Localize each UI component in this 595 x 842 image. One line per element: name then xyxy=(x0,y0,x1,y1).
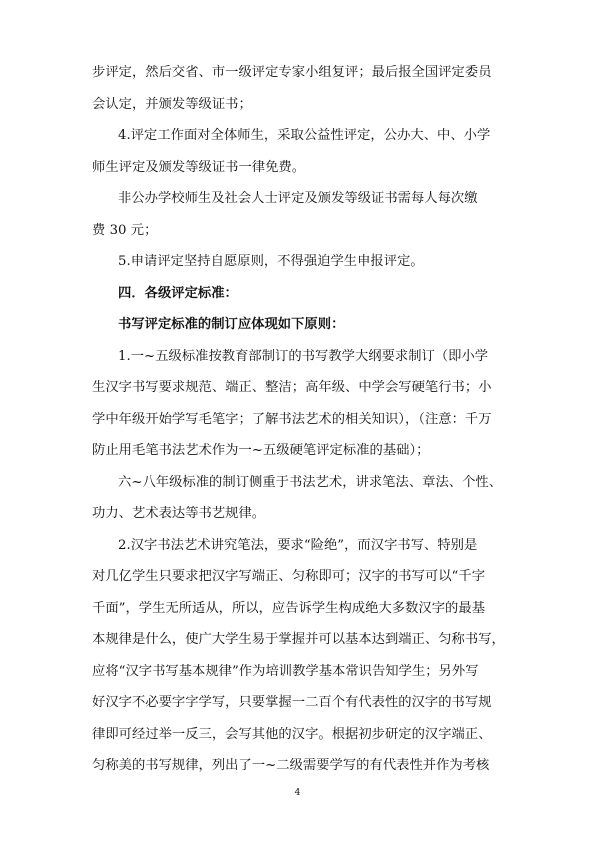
paragraph-line: 非公办学校师生及社会人士评定及颁发等级证书需每人每次缴 xyxy=(118,191,478,206)
page-number: 4 xyxy=(294,788,301,798)
paragraph-line: 学中年级开始学写毛笔字；了解书法艺术的相关知识），（注意：千万 xyxy=(92,411,492,427)
paragraph-line: 对几亿学生只要求把汉字写端正、匀称即可；汉字的书写可以“千字 xyxy=(92,569,486,584)
paragraph-line: 2.汉字书法艺术讲究笔法，要求“险绝”，而汉字书写、特别是 xyxy=(118,537,478,553)
paragraph-line: 5.申请评定坚持自愿原则，不得强迫学生申报评定。 xyxy=(118,254,424,269)
section-heading-line: 四．各级评定标准： xyxy=(118,285,238,301)
paragraph-line: 功力、艺术表达等书艺规律。 xyxy=(92,506,266,521)
paragraph-line: 好汉字不必要字字学写，只要掌握一二百个有代表性的汉字的书写规 xyxy=(92,695,492,710)
paragraph-line: 应将“汉字书写基本规律”作为培训教学基本常识告知学生；另外写 xyxy=(92,663,479,679)
paragraph-line: 律即可经过举一反三，会写其他的汉字。根据初步研定的汉字端正、 xyxy=(92,726,492,742)
paragraph-line: 防止用毛笔书法艺术作为一~五级硬笔评定标准的基础）； xyxy=(92,443,430,458)
paragraph-line: 会认定，并颁发等级证书； xyxy=(92,96,252,112)
paragraph-line: 1.一~五级标准按教育部制订的书写教学大纲要求制订（即小学 xyxy=(118,348,489,364)
document-body xyxy=(92,62,504,787)
paragraph-line: 费 30 元； xyxy=(92,222,158,238)
paragraph-line: 师生评定及颁发等级证书一律免费。 xyxy=(92,159,306,175)
paragraph-line: 步评定，然后交省、市一级评定专家小组复评；最后报全国评定委员 xyxy=(92,65,492,80)
paragraph-line: 本规律是什么，使广大学生易于掌握并可以基本达到端正、匀称书写， xyxy=(92,632,505,647)
paragraph-line: 千面”，学生无所适从，所以，应告诉学生构成绝大多数汉字的最基 xyxy=(92,600,486,616)
paragraph-line: 4.评定工作面对全体师生，采取公益性评定，公办大、中、小学 xyxy=(118,128,491,143)
paragraph-line: 六~八年级标准的制订侧重于书法艺术，讲求笔法、章法、个性、 xyxy=(118,474,503,490)
section-heading-line: 书写评定标准的制订应体现如下原则： xyxy=(118,317,345,332)
paragraph-line: 匀称美的书写规律，列出了一~二级需要学写的有代表性并作为考核 xyxy=(92,758,490,773)
paragraph-line: 生汉字书写要求规范、端正、整洁；高年级、中学会写硬笔行书；小 xyxy=(92,380,492,395)
